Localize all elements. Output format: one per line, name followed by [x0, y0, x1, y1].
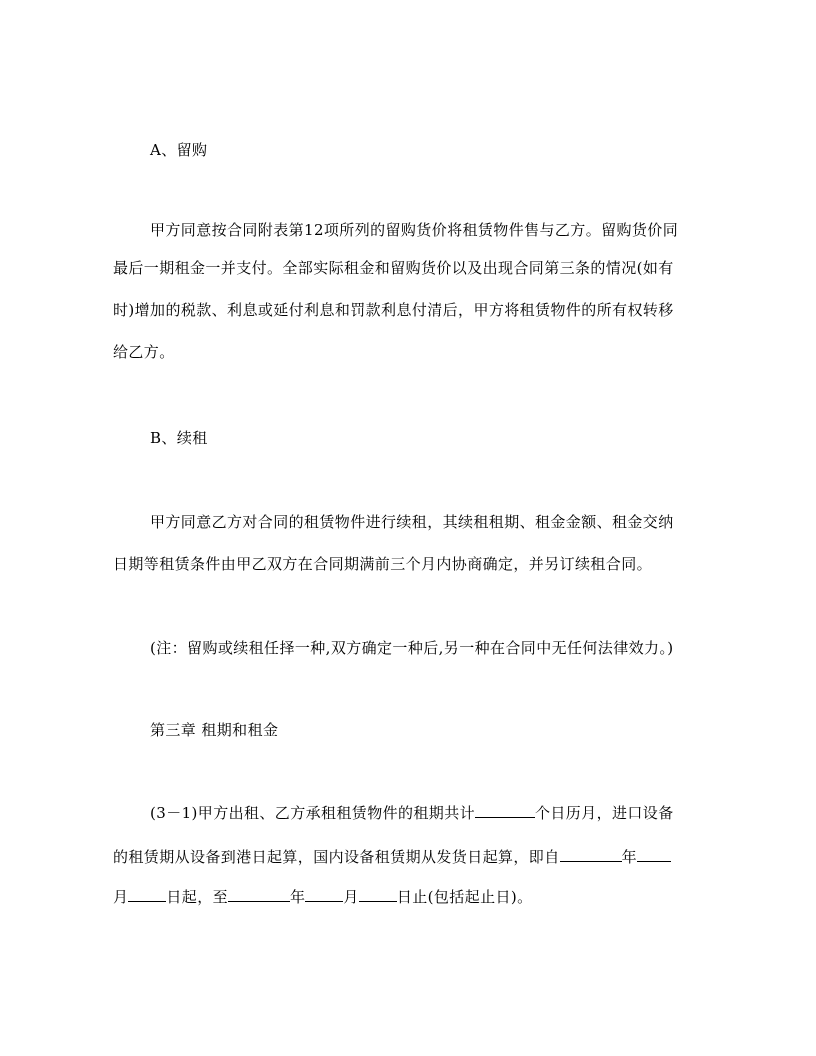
clause-3-1-text: 月: [343, 888, 359, 906]
section-b-paragraph-line-1: 甲方同意乙方对合同的租赁物件进行续租，其续租租期、租金金额、租金交纳: [150, 513, 674, 531]
lease-months-blank: [475, 802, 535, 818]
end-year-blank: [228, 886, 290, 902]
note-paragraph: (注：留购或续租任择一种,双方确定一种后,另一种在合同中无任何法律效力。): [150, 639, 674, 657]
clause-3-1-line-1: [150, 802, 674, 823]
clause-3-1-text: 的租赁期从设备到港日起算，国内设备租赁期从发货日起算，即自: [113, 848, 560, 866]
clause-3-1-text: 年: [621, 848, 638, 866]
start-year-blank: [560, 846, 622, 862]
end-day-blank: [359, 886, 397, 902]
end-month-blank: [305, 886, 343, 902]
chapter-3-heading: 第三章 租期和租金: [150, 721, 279, 739]
start-day-blank: [128, 886, 166, 902]
clause-3-1-line-3: [113, 886, 533, 907]
section-a-heading: A、留购: [150, 141, 208, 159]
clause-3-1-text: 日起，至: [166, 888, 229, 906]
section-a-paragraph-line-2: 最后一期租金一并支付。全部实际租金和留购货价以及出现合同第三条的情况(如有: [113, 259, 674, 277]
clause-3-1-text: 个日历月，进口设备: [535, 804, 674, 822]
clause-3-1-text: 年: [290, 888, 306, 906]
section-a-paragraph-line-4: 给乙方。: [113, 343, 175, 361]
section-b-heading: B、续租: [150, 429, 208, 447]
section-b-paragraph-line-2: 日期等租赁条件由甲乙双方在合同期满前三个月内协商确定，并另订续租合同。: [113, 555, 653, 573]
clause-3-1-line-2: [113, 846, 671, 867]
clause-3-1-text: 月: [113, 888, 129, 906]
clause-3-1-text: 日止(包括起止日)。: [396, 888, 533, 906]
section-a-paragraph-line-1: 甲方同意按合同附表第12项所列的留购货价将租赁物件售与乙方。留购货价同: [150, 221, 679, 239]
clause-3-1-text: (3－1)甲方出租、乙方承租租赁物件的租期共计: [150, 804, 475, 822]
start-month-blank: [637, 846, 671, 862]
section-a-paragraph-line-3: 时)增加的税款、利息或延付利息和罚款利息付清后，甲方将租赁物件的所有权转移: [113, 301, 674, 319]
